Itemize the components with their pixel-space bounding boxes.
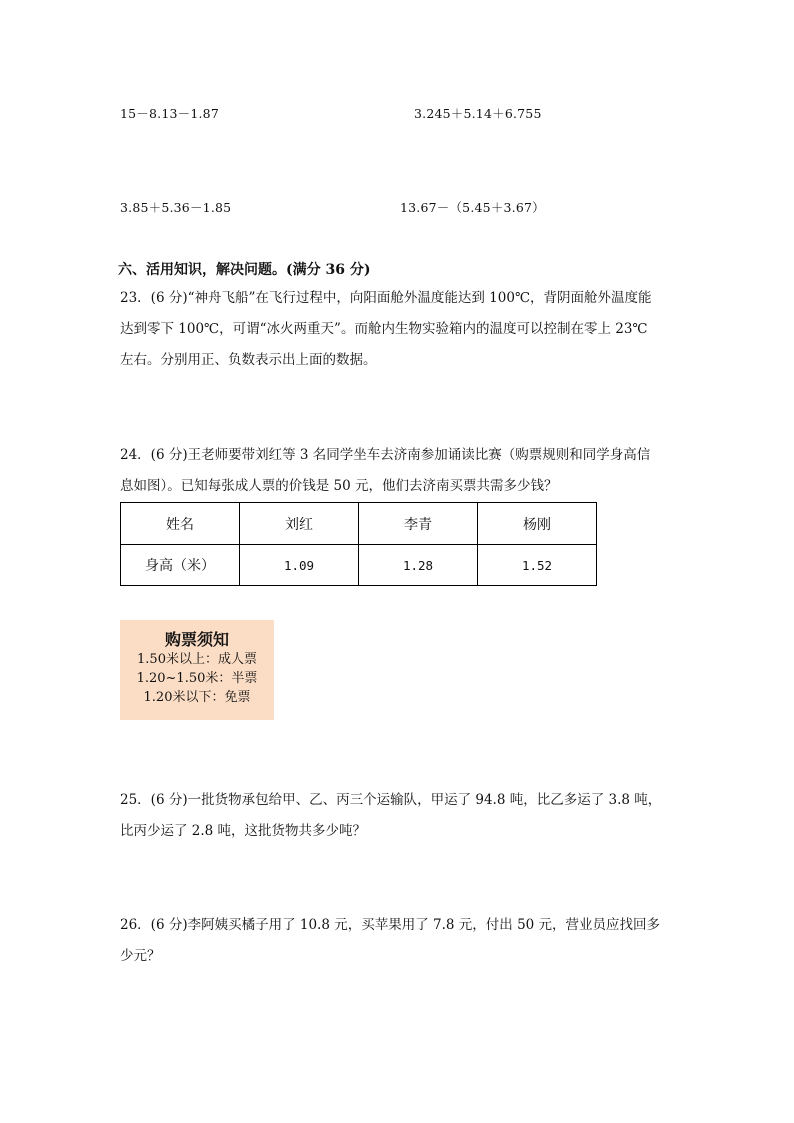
question-25 (120, 785, 661, 847)
ticket-notice-line: 1.50米以上：成人票 (137, 652, 257, 667)
height-table (120, 502, 597, 586)
table-row (121, 545, 597, 586)
calc-2-left: 3.85＋5.36－1.85 (120, 200, 232, 215)
table-header-row (121, 503, 597, 545)
table-header-cell: 李青 (359, 503, 478, 545)
table-header-cell: 刘红 (240, 503, 359, 545)
table-cell: 身高（米） (121, 545, 240, 586)
question-26-line: 26．(6 分)李阿姨买橘子用了 10.8 元，买苹果用了 7.8 元，付出 50 元，营业员应找回多 (120, 917, 661, 933)
question-23 (120, 283, 652, 376)
table-header-cell: 杨刚 (478, 503, 597, 545)
calc-1-right: 3.245＋5.14＋6.755 (414, 106, 542, 121)
question-24 (120, 440, 650, 502)
section-title: 六、活用知识，解决问题。(满分 36 分) (118, 262, 371, 278)
question-26 (120, 910, 660, 972)
ticket-notice-box (120, 620, 274, 720)
question-23-line: 左右。分别用正、负数表示出上面的数据。 (120, 352, 377, 368)
table-cell: 1.28 (359, 545, 478, 586)
ticket-notice-title: 购票须知 (164, 630, 229, 649)
calc-2-right: 13.67－（5.45＋3.67） (400, 200, 545, 215)
table-cell: 1.09 (240, 545, 359, 586)
ticket-notice-line: 1.20米以下：免票 (143, 690, 251, 705)
calc-1-left: 15－8.13－1.87 (120, 106, 219, 121)
question-25-line: 比丙少运了 2.8 吨，这批货物共多少吨？ (120, 823, 367, 839)
ticket-notice-line: 1.20~1.50米：半票 (136, 671, 258, 686)
question-23-line: 23．(6 分)“神舟飞船”在飞行过程中，向阳面舱外温度能达到 100℃，背阴面舱外温度能 (120, 290, 652, 306)
table-cell: 1.52 (478, 545, 597, 586)
question-24-line: 24．(6 分)王老师要带刘红等 3 名同学坐车去济南参加诵读比赛（购票规则和同学身高信 (120, 447, 651, 463)
question-24-line: 息如图）。已知每张成人票的价钱是 50 元，他们去济南买票共需多少钱？ (120, 478, 558, 494)
question-23-line: 达到零下 100℃，可谓“冰火两重天”。而舱内生物实验箱内的温度可以控制在零上 23℃ (120, 321, 648, 337)
question-25-line: 25．(6 分)一批货物承包给甲、乙、丙三个运输队，甲运了 94.8 吨，比乙多运了 3.8 吨， (120, 792, 662, 808)
table-header-cell: 姓名 (121, 503, 240, 545)
question-26-line: 少元？ (120, 948, 161, 964)
